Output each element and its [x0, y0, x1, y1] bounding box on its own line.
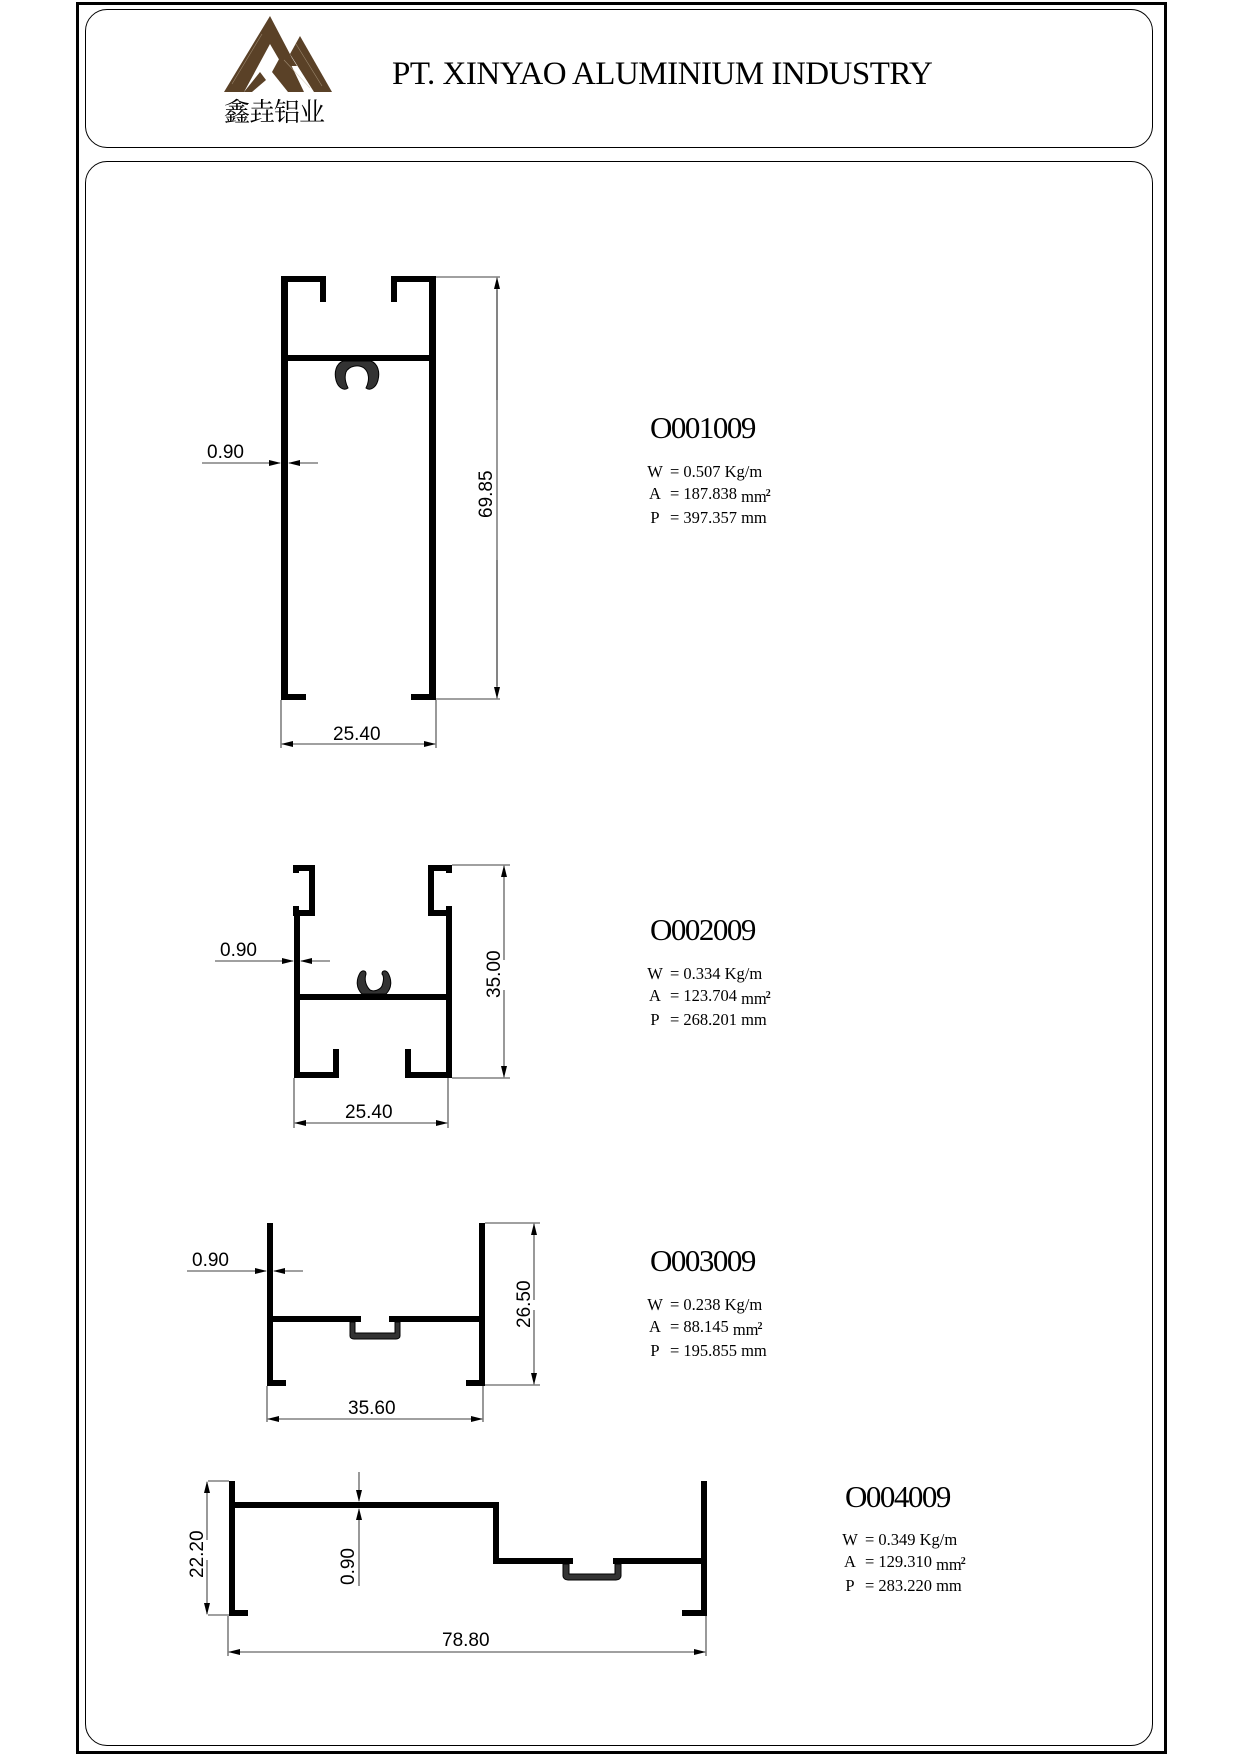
dim-thickness: 0.90 — [220, 940, 257, 961]
area-label: A — [649, 483, 661, 503]
area-unit: $mm^2$ — [936, 1554, 966, 1574]
profile-o003009-drawing — [187, 1223, 540, 1422]
perimeter-value: = 268.201 — [670, 1010, 738, 1029]
perimeter-label: P — [845, 1576, 855, 1595]
weight-value: = 0.349 — [865, 1530, 916, 1549]
area-label: A — [844, 1551, 856, 1571]
profile-code: O004009 — [845, 1479, 950, 1514]
profile-o001009-drawing — [202, 276, 500, 748]
perimeter-label: P — [650, 508, 660, 527]
weight-unit: Kg/m — [724, 462, 763, 481]
weight-value: = 0.334 — [670, 964, 721, 983]
profile-properties — [644, 1294, 767, 1362]
area-unit: $mm^2$ — [741, 486, 771, 506]
logo-chinese-text: 鑫垚铝业 — [224, 98, 325, 128]
perimeter-label: P — [650, 1341, 660, 1360]
weight-label: W — [647, 1295, 663, 1314]
dim-height: 35.00 — [484, 950, 505, 998]
profile-o002009-drawing — [215, 865, 510, 1128]
area-unit: $mm^2$ — [741, 988, 771, 1008]
perimeter-value: = 283.220 — [865, 1576, 933, 1595]
dim-thickness: 0.90 — [192, 1250, 229, 1271]
perimeter-value: = 397.357 — [670, 508, 738, 527]
weight-unit: Kg/m — [919, 1530, 958, 1549]
company-title: PT. XINYAO ALUMINIUM INDUSTRY — [392, 56, 933, 92]
area-value: = 88.145 — [670, 1316, 729, 1336]
area-value: = 129.310 — [865, 1551, 933, 1571]
dim-thickness: 0.90 — [338, 1548, 359, 1585]
perimeter-label: P — [650, 1010, 660, 1029]
dim-width: 35.60 — [348, 1398, 396, 1419]
weight-value: = 0.507 — [670, 462, 721, 481]
profile-o004009-drawing — [187, 1472, 707, 1656]
dim-width: 25.40 — [333, 724, 381, 745]
perimeter-value: = 195.855 — [670, 1341, 738, 1360]
dim-thickness: 0.90 — [207, 442, 244, 463]
dim-height: 69.85 — [476, 470, 497, 518]
profile-properties — [644, 963, 771, 1031]
profile-code: O002009 — [650, 912, 755, 947]
profile-properties — [644, 461, 771, 529]
weight-label: W — [647, 964, 663, 983]
area-label: A — [649, 1316, 661, 1336]
perimeter-unit: mm — [741, 508, 767, 527]
perimeter-unit: mm — [741, 1010, 767, 1029]
dim-width: 78.80 — [442, 1630, 490, 1651]
area-label: A — [649, 985, 661, 1005]
profile-code: O003009 — [650, 1243, 755, 1278]
perimeter-unit: mm — [936, 1576, 962, 1595]
perimeter-unit: mm — [741, 1341, 767, 1360]
weight-label: W — [842, 1530, 858, 1549]
weight-unit: Kg/m — [724, 1295, 763, 1314]
weight-unit: Kg/m — [724, 964, 763, 983]
weight-value: = 0.238 — [670, 1295, 721, 1314]
area-unit: $mm^2$ — [732, 1319, 763, 1339]
area-value: = 187.838 — [670, 483, 738, 503]
profile-properties — [839, 1529, 966, 1597]
profile-code: O001009 — [650, 410, 755, 445]
weight-label: W — [647, 462, 663, 481]
dim-height: 26.50 — [514, 1280, 535, 1328]
area-value: = 123.704 — [670, 985, 738, 1005]
dim-height: 22.20 — [187, 1530, 208, 1578]
dim-width: 25.40 — [345, 1102, 393, 1123]
